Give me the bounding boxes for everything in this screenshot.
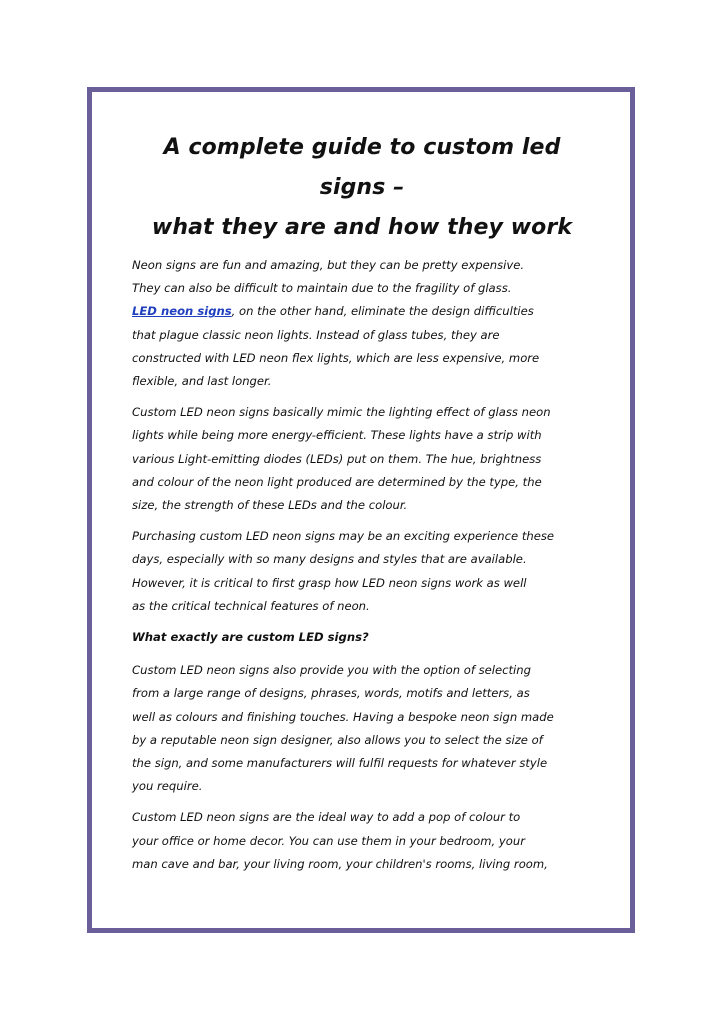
text-line: man cave and bar, your living room, your children's rooms, living room,: [132, 856, 548, 871]
text-line: you require.: [132, 779, 203, 794]
text-line: Custom LED neon signs are the ideal way to add a pop of colour to: [132, 810, 521, 825]
paragraph-intro: [132, 254, 592, 393]
text-line: constructed with LED neon flex lights, which are less expensive, more: [132, 350, 540, 365]
text-line: days, especially with so many designs and styles that are available.: [132, 552, 527, 567]
text-line: and colour of the neon light produced are determined by the type, the: [132, 474, 542, 489]
text-line: Purchasing custom LED neon signs may be an exciting experience these: [132, 529, 555, 544]
text-line: They can also be difficult to maintain due to the fragility of glass.: [132, 281, 512, 296]
text-line: that plague classic neon lights. Instead of glass tubes, they are: [132, 327, 500, 342]
led-neon-signs-link[interactable]: LED neon signs: [132, 304, 232, 319]
text-fragment: , on the other hand, eliminate the design difficulties: [231, 304, 534, 319]
document-title: [132, 128, 592, 248]
text-line: well as colours and finishing touches. Having a bespoke neon sign made: [132, 709, 554, 724]
text-line: lights while being more energy-efficient. These lights have a strip with: [132, 428, 542, 443]
text-line: as the critical technical features of neon.: [132, 598, 370, 613]
text-line: Custom LED neon signs also provide you with the option of selecting: [132, 663, 531, 678]
text-line: by a reputable neon sign designer, also allows you to select the size of: [132, 732, 543, 747]
text-line: size, the strength of these LEDs and the colour.: [132, 498, 408, 513]
paragraph-decor: [132, 806, 592, 876]
document-content: [132, 128, 592, 884]
paragraph-options: [132, 659, 592, 798]
paragraph-purchasing: [132, 525, 592, 618]
title-line-2: what they are and how they work: [151, 215, 573, 240]
title-line-1: A complete guide to custom led signs –: [163, 135, 561, 200]
text-line: Custom LED neon signs basically mimic the lighting effect of glass neon: [132, 405, 551, 420]
text-line: various Light-emitting diodes (LEDs) put on them. The hue, brightness: [132, 451, 542, 466]
text-line: Neon signs are fun and amazing, but they can be pretty expensive.: [132, 258, 525, 272]
text-line: from a large range of designs, phrases, words, motifs and letters, as: [132, 686, 530, 701]
text-line: However, it is critical to first grasp how LED neon signs work as well: [132, 575, 527, 590]
text-line: [132, 300, 592, 323]
text-line: your office or home decor. You can use them in your bedroom, your: [132, 833, 525, 848]
section-heading: What exactly are custom LED signs?: [132, 630, 369, 645]
text-line: flexible, and last longer.: [132, 374, 272, 389]
text-line: the sign, and some manufacturers will fulfil requests for whatever style: [132, 756, 548, 771]
paragraph-mimic: [132, 401, 592, 517]
